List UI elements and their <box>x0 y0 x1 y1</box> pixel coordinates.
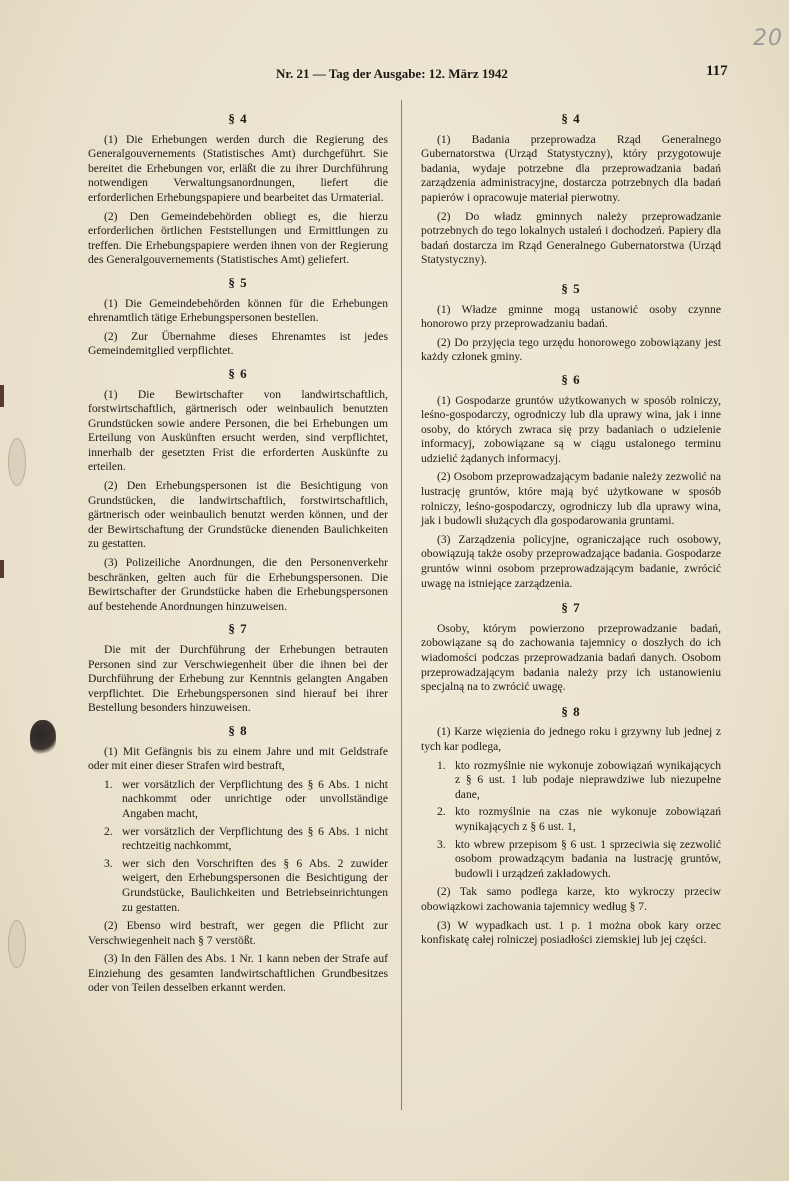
paragraph: (2) Ebenso wird bestraft, wer gegen die Pflicht zur Verschwiegenheit nach § 7 verstößt. <box>88 919 388 947</box>
paragraph: (3) Zarządzenia policyjne, ograniczające ruch osobowy, obowiązują także osoby przeprowadzające badania. Gospodarze gruntów winni osobom przeprowadzającym badanie, zwrócić uwagę na istniejące zarządzenia. <box>421 532 721 590</box>
list-item-number: 2. <box>104 824 113 838</box>
numbered-list <box>88 778 388 915</box>
section-heading: § 8 <box>561 703 581 719</box>
list-item-text: wer vorsätzlich der Verpflichtung des § 6 Abs. 1 nicht nachkommt oder unrichtige oder unvollständige Angaben macht, <box>122 777 388 820</box>
issue-line <box>276 66 508 82</box>
list-item-text: kto rozmyślnie nie wykonuje zobowiązań wynikających z § 6 ust. 1 lub podaje nieprawdziwe lub niezupełne dane, <box>455 758 721 801</box>
section <box>421 705 721 948</box>
list-item <box>88 857 388 915</box>
paragraph: (2) Den Erhebungspersonen ist die Besichtigung von Grundstücken, die landwirtschaftlich, forstwirtschaftlich, gärtnerisch oder weinbaulich benutzt werden können, und der der Bewirtschaftung der Grundstücke dienenden Baulichkeiten zu gestatten. <box>88 479 388 551</box>
section <box>88 367 388 615</box>
paragraph: (2) Tak samo podlega karze, kto wykroczy przeciw obowiązkowi zachowania tajemnicy według § 7. <box>421 885 721 913</box>
list-item-number: 2. <box>437 805 446 819</box>
paragraph: (3) Polizeiliche Anordnungen, die den Personenverkehr beschränken, gelten auch für die Erhebungspersonen. Die Bewirtschafter der Grundstücke haben die Erhebungspersonen auf bestehende Anordnungen hinzuweisen. <box>88 556 388 613</box>
pencil-margin-note: 20 <box>753 26 783 51</box>
list-item-text: kto rozmyślnie na czas nie wykonuje zobowiązań wynikających z § 6 ust. 1, <box>455 805 721 833</box>
issue-date: — Tag der Ausgabe: 12. März 1942 <box>309 66 508 81</box>
list-item <box>421 805 721 834</box>
page-edge-mark <box>0 560 4 578</box>
list-item-number: 1. <box>437 758 446 772</box>
paragraph: (1) Badania przeprowadza Rząd Generalnego Gubernatorstwa (Urząd Statystyczny), który przygotowuje badania, wydaje potrzebne dla przeprowadzania badań zarządzenia administracyjne, dostarcza potrzebnych dla badań papierów i opracowuje materiał pierwotny. <box>421 132 721 204</box>
ink-blot <box>30 720 56 756</box>
paragraph: (3) W wypadkach ust. 1 p. 1 można obok kary orzec konfiskatę całej rolniczej posiadłości ziemskiej lub jej części. <box>421 918 721 947</box>
section <box>421 373 721 591</box>
polish-column <box>421 108 721 952</box>
page-edge-mark <box>0 385 4 407</box>
list-item <box>421 838 721 882</box>
paragraph: (1) Die Gemeindebehörden können für die Erhebungen ehrenamtlich tätige Erhebungspersonen bestellen. <box>88 296 388 325</box>
list-item-number: 3. <box>437 837 446 851</box>
section <box>88 622 388 716</box>
numbered-list <box>421 759 721 882</box>
paragraph: (1) Gospodarze gruntów użytkowanych w sposób rolniczy, leśno-gospodarczy, ogrodniczy lub dla uprawy wina, jak i inne osoby, do których zwraca się przy badaniach o udzielenie informacyj, zobowiązane są w ciągu ustalonego terminu udzielić żądanych informacyj. <box>421 393 721 465</box>
paragraph: Osoby, którym powierzono przeprowadzanie badań, zobowiązane są do zachowania tajemnicy o doszłych do ich wiadomości podczas przeprowadzania badań danych. Osobom przeprowadzającym badania należy przy ich ustanowieniu specjalną na to zwrócić uwagę. <box>421 621 721 694</box>
section-heading: § 5 <box>561 280 581 296</box>
list-item <box>88 778 388 822</box>
list-item <box>88 825 388 854</box>
section-heading: § 6 <box>561 371 581 387</box>
section-heading: § 7 <box>228 621 248 637</box>
column-divider <box>401 100 402 1110</box>
paragraph: (1) Karze więzienia do jednego roku i grzywny lub jednej z tych kar podlega, <box>421 725 721 753</box>
paragraph: (2) Zur Übernahme dieses Ehrenamtes ist jedes Gemeindemitglied verpflichtet. <box>88 329 388 358</box>
page-header <box>0 63 789 86</box>
section <box>88 112 388 268</box>
page-number: 117 <box>706 63 728 79</box>
punch-hole <box>8 920 26 968</box>
list-item-text: kto wbrew przepisom § 6 ust. 1 sprzeciwia się zezwolić osobom prowadzącym badania na lustrację gruntów, budowli i urządzeń zakładowych. <box>455 837 721 880</box>
section <box>421 112 721 268</box>
section-heading: § 4 <box>228 111 248 126</box>
list-item-number: 3. <box>104 856 113 870</box>
german-column <box>88 108 388 1000</box>
section-heading: § 8 <box>228 722 248 738</box>
paragraph: (3) In den Fällen des Abs. 1 Nr. 1 kann neben der Strafe auf Einziehung des gesamten landwirtschaftlichen Grundbesitzes oder von Teilen desselben erkannt werden. <box>88 952 388 995</box>
section <box>88 724 388 996</box>
issue-number: Nr. 21 <box>276 66 310 81</box>
list-item <box>421 759 721 803</box>
paragraph: (2) Den Gemeindebehörden obliegt es, die hierzu erforderlichen örtlichen Feststellungen und Ermittlungen zu treffen. Die Erhebungspapiere werden ihnen von der Regierung des Generalgouvernements (Statistisches Amt) geliefert. <box>88 209 388 267</box>
section <box>88 276 388 359</box>
paragraph: (1) Die Bewirtschafter von landwirtschaftlich, forstwirtschaftlich, gärtnerisch oder weinbaulich benutzten Grundstücken sowie andere Personen, die bei Erhebungen um Erteilung von Auskünften ersucht werden, sind verpflichtet, innerhalb der gesetzten Frist die erforderten Auskünfte zu erteilen. <box>88 387 388 474</box>
punch-hole <box>8 438 26 486</box>
section-heading: § 7 <box>561 600 581 616</box>
section <box>421 601 721 695</box>
paragraph: Die mit der Durchführung der Erhebungen betrauten Personen sind zur Verschwiegenheit über die ihnen bei der Durchführung der Erhebung zur Kenntnis gelangten Angaben verpflichtet. Die Erhebungspersonen sind hierauf bei ihrer Bestellung besonders hinzuweisen. <box>88 643 388 715</box>
section-heading: § 5 <box>228 274 248 290</box>
paragraph: (2) Do przyjęcia tego urzędu honorowego zobowiązany jest każdy członek gminy. <box>421 335 721 364</box>
list-item-text: wer sich den Vorschriften des § 6 Abs. 2 zuwider weigert, den Erhebungspersonen die Besichtigung der Grundstücke, Baulichkeiten und Betriebseinrichtungen zu gestatten. <box>122 856 388 914</box>
paragraph: (1) Mit Gefängnis bis zu einem Jahre und mit Geldstrafe oder mit einer dieser Strafen wird bestraft, <box>88 744 388 773</box>
paragraph: (1) Die Erhebungen werden durch die Regierung des Generalgouvernements (Statistisches Amt) durchgeführt. Sie bereitet die Erhebungen vor, erläßt die zu ihrer Durchführung notwendigen Verwaltungsanordnungen, liefert die erforderlichen Erhebungspapiere und bearbeitet das Urmaterial. <box>88 132 388 204</box>
paragraph: (2) Osobom przeprowadzającym badanie należy zezwolić na lustrację gruntów, które mają być użytkowane w sposób rolniczy, leśno-gospodarczy, ogrodniczy lub dla uprawy wina, jak i budowli służących dla gospodarowania gruntami. <box>421 470 721 528</box>
section-heading: § 4 <box>561 111 581 126</box>
section-heading: § 6 <box>228 365 248 381</box>
list-item-number: 1. <box>104 777 113 791</box>
paragraph: (1) Władze gminne mogą ustanowić osoby czynne honorowo przy przeprowadzaniu badań. <box>421 302 721 331</box>
paragraph: (2) Do władz gminnych należy przeprowadzanie potrzebnych do tego lokalnych ustaleń i dochodzeń. Papiery dla badań dostarcza im Rząd Generalnego Gubernatorstwa (Urząd Statystyczny). <box>421 209 721 267</box>
list-item-text: wer vorsätzlich der Verpflichtung des § 6 Abs. 1 nicht rechtzeitig nachkommt, <box>122 824 388 853</box>
section <box>421 282 721 365</box>
